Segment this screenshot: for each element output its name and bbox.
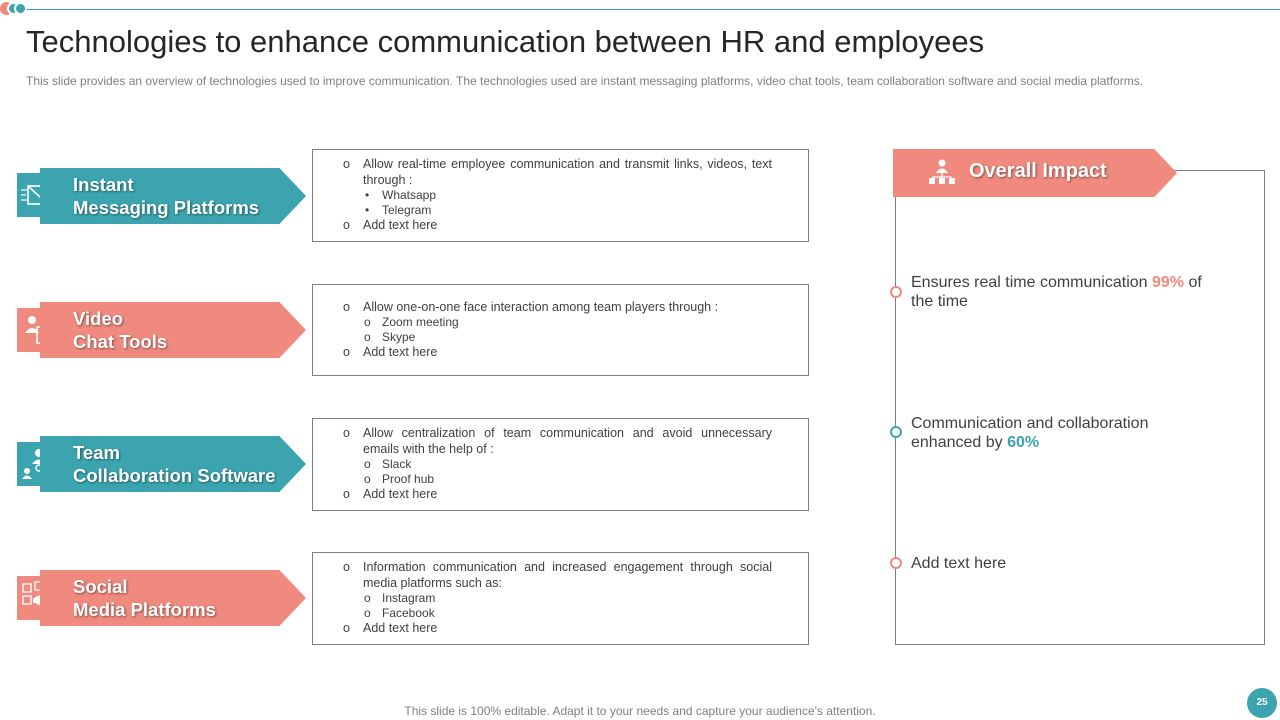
description-instant-messaging	[312, 149, 809, 242]
sub-item: o Instagram	[343, 591, 772, 606]
sub-item: o Proof hub	[343, 472, 772, 487]
sub-item: o Facebook	[343, 606, 772, 621]
impact-item	[911, 554, 1211, 573]
label-line: Collaboration Software	[73, 465, 276, 486]
sub-item: o Slack	[343, 457, 772, 472]
label-line: Messaging Platforms	[73, 197, 260, 218]
label-line: Social	[73, 576, 128, 597]
extra-point: o Add text here	[343, 344, 772, 360]
label-instant-messaging	[73, 173, 303, 219]
extra-point: o Add text here	[343, 620, 772, 636]
main-point: o Allow one-on-one face interaction among team players through :	[343, 299, 772, 315]
label-line: Chat Tools	[73, 331, 168, 352]
impact-title: Overall Impact	[969, 160, 1107, 182]
description-video-chat	[312, 284, 809, 376]
slide-subtitle: This slide provides an overview of technologies used to improve communication. The technologies used are instant messaging platforms, video chat tools, team collaboration software and social media platforms.	[26, 74, 1144, 88]
org-chart-icon	[928, 158, 956, 191]
impact-panel	[895, 170, 1265, 645]
label-line: Video	[73, 308, 124, 329]
impact-marker	[890, 426, 902, 438]
page-number-badge: 25	[1247, 688, 1277, 718]
slide-title: Technologies to enhance communication between HR and employees	[26, 24, 985, 59]
impact-underline	[895, 193, 1010, 195]
sub-item: • Whatsapp	[343, 188, 772, 203]
impact-text: Ensures real time communication	[911, 274, 1152, 291]
description-team-collaboration	[312, 418, 809, 511]
sub-item: o Skype	[343, 330, 772, 345]
impact-marker	[890, 286, 902, 298]
dot-teal	[14, 2, 27, 15]
main-point: o Allow centralization of team communication and avoid unnecessary emails with the help of :	[343, 425, 772, 457]
sub-item: • Telegram	[343, 203, 772, 218]
impact-highlight: 99%	[1151, 274, 1185, 291]
main-point: o Information communication and increased engagement through social media platforms such as:	[343, 559, 772, 591]
impact-item	[911, 273, 1211, 311]
label-line: Instant	[73, 174, 134, 195]
label-social-media	[73, 575, 303, 621]
label-team-collaboration	[73, 441, 303, 487]
impact-text: Add text here	[911, 555, 1007, 572]
label-video-chat	[73, 307, 303, 353]
footer-note: This slide is 100% editable. Adapt it to your needs and capture your audience's attention.	[404, 704, 876, 718]
header-rule	[22, 9, 1280, 10]
impact-item	[911, 414, 1211, 452]
label-line: Media Platforms	[73, 599, 216, 620]
impact-text: of the time	[911, 274, 1202, 310]
impact-highlight: 60%	[1007, 434, 1040, 451]
extra-point: o Add text here	[343, 217, 772, 233]
label-line: Team	[73, 442, 120, 463]
header-dots-decoration	[0, 2, 30, 16]
sub-item: o Zoom meeting	[343, 315, 772, 330]
main-point: o Allow real-time employee communication and transmit links, videos, text through :	[343, 156, 772, 188]
description-social-media	[312, 552, 809, 645]
impact-text: Communication and collaboration enhanced by	[911, 415, 1149, 451]
impact-marker	[890, 557, 902, 569]
extra-point: o Add text here	[343, 486, 772, 502]
